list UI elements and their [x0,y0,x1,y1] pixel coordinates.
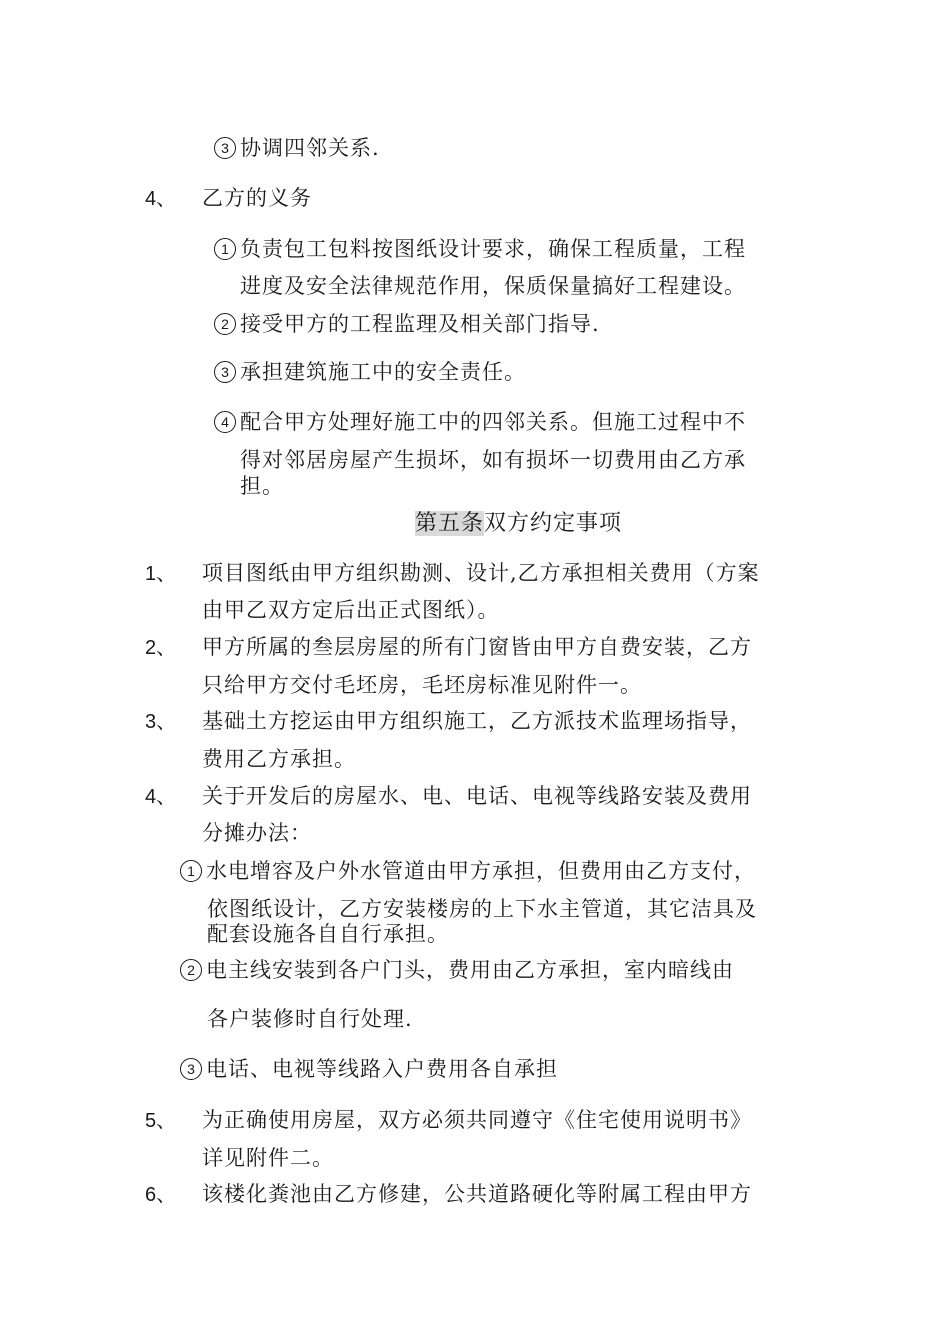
item-text-continued: 由甲乙双方定后出正式图纸）。 [202,598,500,622]
item-text-continued: 只给甲方交付毛坯房，毛坯房标准见附件一。 [202,673,642,697]
item-number: 6、 [145,1184,177,1206]
item-text: 协调四邻关系. [240,136,380,160]
item-text-continued: 得对邻居房屋产生损坏，如有损坏一切费用由乙方承 [240,448,746,472]
sub-list-item [180,858,756,884]
list-item [214,359,526,385]
item-text: 接受甲方的工程监理及相关部门指导. [240,312,600,336]
circled-number-marker: 2 [214,313,236,335]
item-text-continued: 依图纸设计，乙方安装楼房的上下水主管道，其它洁具及 [207,897,757,921]
item-text: 甲方所属的叁层房屋的所有门窗皆由甲方自费安装，乙方 [202,635,752,659]
item-number: 3、 [145,711,177,733]
circled-number-marker: 3 [180,1058,202,1080]
item-text: 该楼化粪池由乙方修建，公共道路硬化等附属工程由甲方 [202,1182,752,1206]
circled-number-marker: 1 [180,860,202,882]
item-number: 5、 [145,1110,177,1132]
item-text: 承担建筑施工中的安全责任。 [240,360,526,384]
circled-number-marker: 1 [214,238,236,260]
item-text-continued: 费用乙方承担。 [202,747,356,771]
item-text: 为正确使用房屋，双方必须共同遵守《住宅使用说明书》 [202,1108,752,1132]
heading-highlight: 第五条 [415,511,485,536]
item-text: 电主线安装到各户门头，费用由乙方承担，室内暗线由 [206,958,734,982]
list-item [214,236,746,262]
item-text-continued: 担。 [240,474,284,498]
item-text-continued: 配套设施各自自行承担。 [207,922,449,946]
heading-rest: 双方约定事项 [484,511,623,536]
item-text-continued: 详见附件二。 [202,1146,334,1170]
circled-number-marker: 3 [214,361,236,383]
item-number: 1、 [145,563,177,585]
item-text: 配合甲方处理好施工中的四邻关系。但施工过程中不 [240,410,746,434]
item-text-continued: 各户装修时自行处理. [207,1007,413,1031]
item-number: 2、 [145,637,177,659]
section-number: 4、 [145,188,177,210]
sub-list-item [180,957,734,983]
list-item [214,135,380,161]
circled-number-marker: 4 [214,411,236,433]
item-text-continued: 进度及安全法律规范作用，保质保量搞好工程建设。 [240,274,746,298]
article-heading [415,510,622,538]
section-title: 乙方的义务 [202,186,312,210]
item-text-continued: 分摊办法： [202,821,312,845]
item-text: 水电增容及户外水管道由甲方承担，但费用由乙方支付， [206,859,756,883]
item-text: 电话、电视等线路入户费用各自承担 [206,1057,558,1081]
circled-number-marker: 3 [214,137,236,159]
item-text: 基础土方挖运由甲方组织施工，乙方派技术监理场指导， [202,709,752,733]
list-item [214,311,600,337]
sub-list-item [180,1056,558,1082]
item-text: 项目图纸由甲方组织勘测、设计,乙方承担相关费用（方案 [202,561,760,585]
item-text: 负责包工包料按图纸设计要求，确保工程质量，工程 [240,237,746,261]
item-text: 关于开发后的房屋水、电、电话、电视等线路安装及费用 [202,784,752,808]
list-item [214,409,746,435]
item-number: 4、 [145,786,177,808]
circled-number-marker: 2 [180,959,202,981]
